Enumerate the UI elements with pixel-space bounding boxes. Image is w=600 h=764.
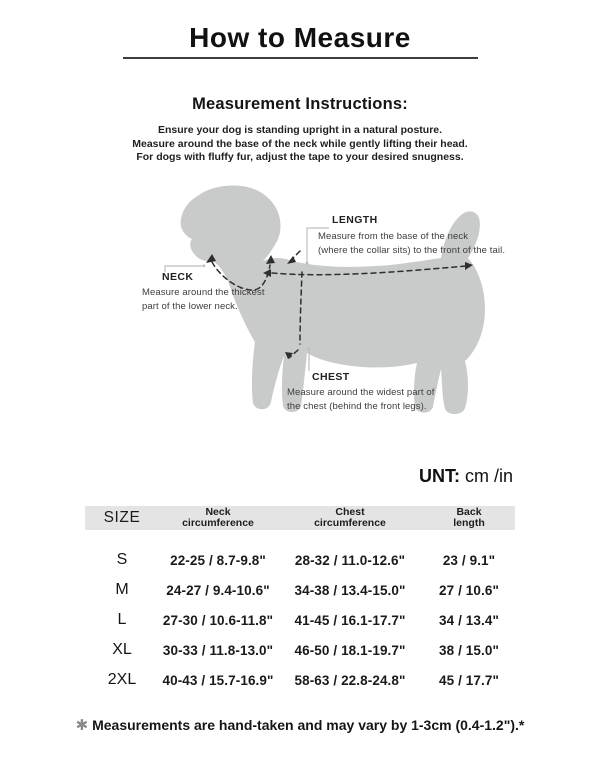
length-desc-line-2: (where the collar sits) to the front of the tail. [318, 245, 506, 256]
back-cell: 27 / 10.6" [439, 582, 499, 598]
neck-cell: 22-25 / 8.7-9.8" [170, 552, 266, 568]
size-table-header [85, 506, 515, 530]
unit-note [419, 466, 513, 487]
chest-leader-dot [308, 348, 311, 351]
length-leader-dot [306, 262, 309, 265]
header-neck-line2: circumference [182, 517, 254, 529]
header-back-line2: length [453, 517, 485, 529]
chest-description [287, 386, 434, 414]
unit-value: cm /in [464, 466, 513, 486]
size-cell: M [115, 581, 129, 598]
size-cell: 2XL [107, 671, 137, 688]
header-neck-circumference [159, 507, 277, 529]
chest-cell: 28-32 / 11.0-12.6" [294, 552, 406, 568]
length-label: LENGTH [332, 214, 378, 226]
header-back-line1: Back [456, 506, 482, 518]
table-row-s [85, 545, 515, 575]
instruction-line-3: For dogs with fluffy fur, adjust the tape to your desired snugness. [136, 151, 464, 163]
instruction-line-2: Measure around the base of the neck while gently lifting their head. [132, 137, 468, 150]
chest-cell: 41-45 / 16.1-17.7" [294, 612, 406, 628]
neck-label: NECK [162, 271, 194, 283]
table-row-xl [85, 635, 515, 665]
length-description [318, 230, 505, 258]
chest-cell: 34-38 / 13.4-15.0" [294, 582, 406, 598]
footnote-text: Measurements are hand-taken and may vary by 1-3cm (0.4-1.2").* [92, 717, 525, 733]
neck-cell: 30-33 / 11.8-13.0" [162, 642, 274, 658]
footnote [0, 716, 600, 734]
header-neck-line1: Neck [205, 506, 231, 518]
neck-description [142, 286, 265, 314]
page-title: How to Measure [189, 22, 411, 53]
size-cell: XL [112, 641, 132, 658]
instruction-line-1: Ensure your dog is standing upright in a natural posture. [157, 124, 443, 136]
size-table-body [85, 545, 515, 695]
back-cell: 38 / 15.0" [439, 642, 499, 658]
chest-cell: 46-50 / 18.1-19.7" [294, 642, 406, 658]
table-row-l [85, 605, 515, 635]
neck-cell: 24-27 / 9.4-10.6" [166, 582, 270, 598]
asterisk-flower-icon: ✱ [75, 717, 89, 734]
instructions-heading: Measurement Instructions: [192, 95, 408, 113]
neck-leader-dot [203, 265, 206, 268]
chest-label: CHEST [312, 371, 350, 383]
header-chest-circumference [277, 507, 423, 529]
unit-label: UNT: [418, 466, 460, 486]
neck-desc-line-1: Measure around the thickest [142, 287, 265, 298]
table-row-m [85, 575, 515, 605]
neck-cell: 27-30 / 10.6-11.8" [162, 612, 274, 628]
header-chest-line2: circumference [314, 517, 386, 529]
back-cell: 45 / 17.7" [439, 672, 499, 688]
header-back-length [423, 507, 515, 529]
neck-desc-line-2: part of the lower neck. [142, 301, 238, 312]
neck-cell: 40-43 / 15.7-16.9" [162, 672, 274, 688]
chest-cell: 58-63 / 22.8-24.8" [294, 672, 406, 688]
table-row-2xl [85, 665, 515, 695]
chest-desc-line-2: the chest (behind the front legs). [287, 401, 427, 412]
size-cell: L [117, 611, 127, 628]
header-chest-line1: Chest [335, 506, 365, 518]
chest-desc-line-1: Measure around the widest part of [287, 387, 435, 398]
header-size: SIZE [103, 509, 141, 526]
size-cell: S [116, 551, 128, 568]
back-cell: 34 / 13.4" [439, 612, 499, 628]
back-cell: 23 / 9.1" [442, 552, 496, 568]
length-desc-line-1: Measure from the base of the neck [318, 231, 469, 242]
